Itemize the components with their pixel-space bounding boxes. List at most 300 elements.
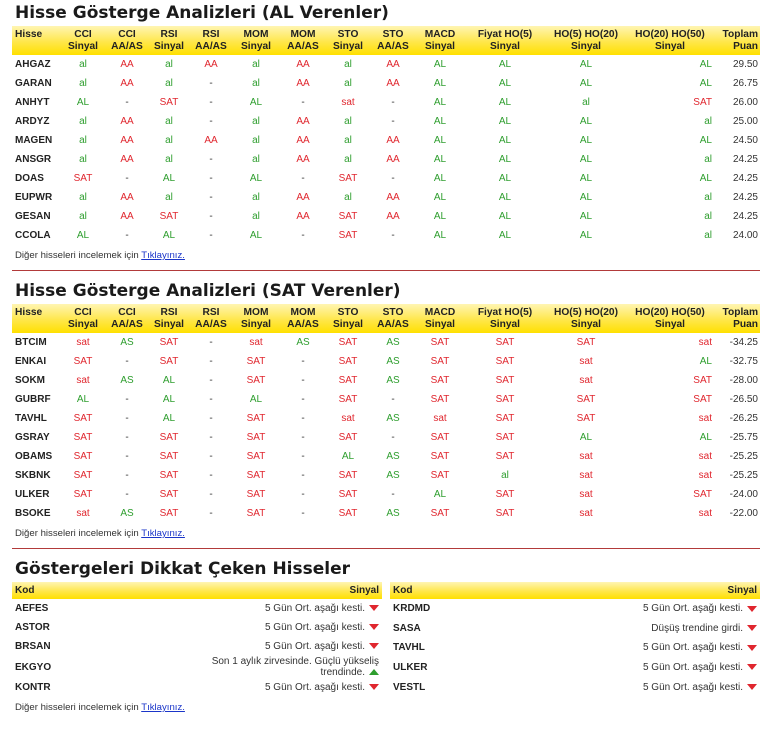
signal-cell: [575, 638, 760, 658]
signal-cell: AL: [76, 394, 90, 405]
table-row: [12, 55, 760, 74]
column-header: [370, 304, 416, 333]
dikkat-more-link[interactable]: Tıklayınız.: [141, 702, 185, 713]
header-signal: Sinyal: [727, 585, 757, 596]
column-header: [416, 26, 464, 55]
stock-code[interactable]: VESTL: [393, 681, 426, 693]
column-header-line: HO(20) HO(50): [635, 306, 705, 318]
signal-cell: SAT: [338, 356, 358, 367]
stock-code[interactable]: EUPWR: [15, 192, 53, 203]
table-row: [12, 428, 760, 447]
column-header-line: Toplam: [722, 306, 758, 318]
signal-cell: SAT: [693, 375, 712, 386]
signal-cell: al: [344, 59, 352, 70]
stock-code[interactable]: SOKM: [15, 375, 45, 386]
signal-cell: SAT: [495, 432, 515, 443]
signal-cell: SAT: [246, 489, 266, 500]
signal-cell: AS: [386, 508, 400, 519]
signal-cell: sat: [76, 508, 90, 519]
list-item: [390, 619, 760, 639]
signal-cell: -: [209, 394, 213, 405]
stock-code[interactable]: CCOLA: [15, 230, 51, 241]
signal-cell: AL: [162, 173, 176, 184]
signal-cell: SAT: [495, 394, 515, 405]
sat-table-body: [12, 333, 760, 523]
signal-cell: AL: [579, 135, 593, 146]
column-header-line: Fiyat HO(5): [477, 306, 533, 318]
signal-cell: al: [704, 230, 712, 241]
arrow-down-icon: [747, 645, 757, 651]
signal-cell: AS: [386, 451, 400, 462]
signal-cell: SAT: [430, 432, 450, 443]
total-score: 24.00: [732, 230, 758, 241]
table-row: [12, 74, 760, 93]
stock-code[interactable]: GESAN: [15, 211, 51, 222]
signal-cell: SAT: [495, 356, 515, 367]
signal-cell: SAT: [576, 337, 596, 348]
column-header-line: Puan: [733, 40, 758, 52]
column-header: [326, 304, 370, 333]
signal-cell: -: [301, 470, 305, 481]
signal-cell: AL: [498, 78, 512, 89]
stock-code[interactable]: ULKER: [15, 489, 50, 500]
stock-code[interactable]: ULKER: [393, 662, 428, 674]
column-header-line: MOM: [290, 306, 316, 318]
signal-cell: -: [209, 451, 213, 462]
table-row: [12, 466, 760, 485]
signal-cell: SAT: [495, 375, 515, 386]
column-header-line: RSI: [202, 28, 220, 40]
total-score: -22.00: [729, 508, 758, 519]
column-header-line: CCI: [74, 28, 92, 40]
signal-cell: SAT: [159, 489, 179, 500]
signal-cell: SAT: [73, 432, 93, 443]
column-header-line: Sinyal: [67, 318, 98, 330]
signal-cell: AL: [498, 192, 512, 203]
stock-code[interactable]: MAGEN: [15, 135, 53, 146]
table-row: [12, 371, 760, 390]
signal-cell: AA: [386, 135, 400, 146]
arrow-down-icon: [369, 643, 379, 649]
signal-cell: -: [209, 489, 213, 500]
column-header: [12, 26, 60, 55]
column-header: [714, 304, 760, 333]
signal-cell: al: [501, 470, 509, 481]
column-header: [106, 304, 148, 333]
al-table-header: [12, 26, 760, 55]
signal-cell: al: [252, 116, 260, 127]
stock-code[interactable]: OBAMS: [15, 451, 53, 462]
al-note-text: Diğer hisseleri incelemek için: [15, 250, 139, 261]
list-item: [12, 599, 382, 618]
signal-cell: SAT: [430, 356, 450, 367]
signal-cell: AA: [386, 59, 400, 70]
stock-code[interactable]: KRDMD: [393, 603, 431, 615]
signal-cell: AL: [433, 230, 447, 241]
signal-cell: [197, 678, 382, 697]
column-header: [464, 26, 546, 55]
stock-code[interactable]: ARDYZ: [15, 116, 50, 127]
signal-cell: SAT: [159, 470, 179, 481]
signal-cell: al: [704, 154, 712, 165]
column-header-line: Sinyal: [240, 318, 271, 330]
column-header: [12, 304, 60, 333]
signal-cell: -: [125, 173, 129, 184]
signal-cell: AL: [76, 230, 90, 241]
total-score: 24.50: [732, 135, 758, 146]
signal-cell: -: [391, 230, 395, 241]
signal-cell: AL: [433, 135, 447, 146]
signal-cell: SAT: [430, 375, 450, 386]
column-header-line: Sinyal: [654, 318, 685, 330]
signal-cell: [197, 656, 382, 678]
list-item: [390, 677, 760, 697]
column-header-line: Sinyal: [153, 40, 184, 52]
al-more-note: [12, 245, 760, 265]
column-header: [190, 26, 232, 55]
stock-code[interactable]: ENKAI: [15, 356, 47, 367]
signal-cell: SAT: [693, 489, 712, 500]
signal-cell: SAT: [73, 451, 93, 462]
signal-cell: AS: [296, 337, 310, 348]
header-signal: Sinyal: [349, 585, 379, 596]
list-item: [390, 638, 760, 658]
stock-code[interactable]: GUBRF: [15, 394, 51, 405]
stock-code[interactable]: TAVHL: [393, 642, 425, 654]
signal-cell: AA: [204, 59, 218, 70]
signal-cell: sat: [698, 413, 712, 424]
signal-cell: AL: [249, 97, 263, 108]
column-header-line: STO: [337, 306, 359, 318]
column-header: [416, 304, 464, 333]
signal-cell: -: [209, 337, 213, 348]
signal-cell: AL: [433, 97, 447, 108]
signal-cell: AL: [76, 97, 90, 108]
column-header-line: AA/AS: [111, 40, 143, 52]
total-score: 26.00: [732, 97, 758, 108]
signal-cell: AL: [433, 489, 447, 500]
signal-cell: SAT: [430, 451, 450, 462]
column-header-line: Toplam: [722, 28, 758, 40]
signal-cell: AS: [386, 470, 400, 481]
signal-cell: AA: [296, 116, 310, 127]
table-row: [12, 188, 760, 207]
signal-cell: sat: [249, 337, 263, 348]
stock-code[interactable]: GSRAY: [15, 432, 50, 443]
signal-cell: SAT: [159, 97, 179, 108]
stock-code[interactable]: BTCIM: [15, 337, 47, 348]
stock-code[interactable]: ANSGR: [15, 154, 52, 165]
column-header: [546, 26, 626, 55]
total-score: -32.75: [729, 356, 758, 367]
arrow-down-icon: [747, 684, 757, 690]
list-item: [12, 656, 382, 678]
signal-cell: SAT: [159, 508, 179, 519]
total-score: 25.00: [732, 116, 758, 127]
signal-cell: al: [252, 211, 260, 222]
table-row: [12, 447, 760, 466]
column-header-line: Sinyal: [570, 40, 601, 52]
signal-cell: SAT: [430, 470, 450, 481]
dikkat-table-right: [390, 582, 760, 697]
signal-cell: al: [252, 154, 260, 165]
signal-cell: AS: [386, 337, 400, 348]
column-header-line: MOM: [243, 28, 269, 40]
signal-cell: SAT: [495, 451, 515, 462]
column-header-line: Hisse: [15, 307, 43, 318]
signal-cell: SAT: [430, 337, 450, 348]
signal-cell: -: [301, 508, 305, 519]
signal-cell: al: [165, 135, 173, 146]
signal-cell: -: [301, 173, 305, 184]
signal-cell: AA: [386, 78, 400, 89]
signal-cell: -: [301, 451, 305, 462]
table-row: [12, 169, 760, 188]
signal-cell: -: [125, 432, 129, 443]
signal-cell: -: [209, 78, 213, 89]
column-header-line: HO(20) HO(50): [635, 28, 705, 40]
signal-cell: AL: [433, 154, 447, 165]
stock-code[interactable]: BSOKE: [15, 508, 51, 519]
signal-cell: SAT: [159, 337, 179, 348]
list-item: [390, 658, 760, 678]
signal-cell: AL: [579, 173, 593, 184]
stock-code[interactable]: ANHYT: [15, 97, 50, 108]
signal-cell: sat: [698, 451, 712, 462]
signal-cell: -: [209, 508, 213, 519]
table-row: [12, 226, 760, 245]
column-header-line: MOM: [243, 306, 269, 318]
signal-cell: -: [391, 116, 395, 127]
column-header: [190, 304, 232, 333]
dikkat-tables: [12, 582, 760, 697]
signal-cell: AL: [498, 97, 512, 108]
signal-cell: AL: [341, 451, 355, 462]
signal-cell: AL: [162, 394, 176, 405]
column-header-line: MACD: [424, 28, 456, 40]
signal-text: 5 Gün Ort. aşağı kesti.: [264, 622, 365, 633]
signal-cell: AL: [579, 116, 593, 127]
stock-code[interactable]: EKGYO: [15, 661, 52, 673]
column-header-line: AA/AS: [377, 40, 409, 52]
signal-cell: -: [125, 230, 129, 241]
list-item: [12, 618, 382, 637]
signal-cell: al: [344, 192, 352, 203]
column-header-line: Sinyal: [489, 318, 520, 330]
signal-cell: AL: [498, 211, 512, 222]
column-header-line: AA/AS: [287, 318, 319, 330]
column-header-line: AA/AS: [195, 40, 227, 52]
signal-cell: SAT: [430, 394, 450, 405]
signal-cell: AA: [296, 211, 310, 222]
dikkat-more-note: [12, 697, 760, 717]
signal-cell: al: [252, 78, 260, 89]
column-header-line: Sinyal: [654, 40, 685, 52]
signal-cell: AA: [296, 154, 310, 165]
column-header: [280, 26, 326, 55]
stock-code[interactable]: AEFES: [15, 603, 49, 614]
signal-cell: sat: [76, 337, 90, 348]
signal-cell: SAT: [338, 394, 358, 405]
signal-cell: SAT: [159, 211, 179, 222]
signal-cell: AA: [120, 135, 134, 146]
signal-cell: al: [704, 211, 712, 222]
signal-cell: al: [79, 211, 87, 222]
signal-cell: AA: [204, 135, 218, 146]
signal-cell: SAT: [246, 508, 266, 519]
signal-cell: sat: [579, 375, 593, 386]
signal-cell: AL: [249, 230, 263, 241]
total-score: -25.75: [729, 432, 758, 443]
stock-code[interactable]: SASA: [393, 622, 421, 634]
arrow-up-icon: [369, 669, 379, 675]
signal-cell: al: [79, 78, 87, 89]
column-header: [626, 26, 714, 55]
column-header-line: Sinyal: [570, 318, 601, 330]
signal-cell: AL: [162, 230, 176, 241]
signal-cell: AA: [296, 78, 310, 89]
column-header-line: STO: [337, 28, 359, 40]
signal-cell: sat: [76, 375, 90, 386]
signal-cell: al: [344, 154, 352, 165]
stock-code[interactable]: AHGAZ: [15, 59, 51, 70]
signal-cell: AA: [120, 59, 134, 70]
signal-cell: -: [391, 489, 395, 500]
signal-cell: -: [301, 375, 305, 386]
signal-cell: SAT: [495, 337, 515, 348]
signal-cell: al: [582, 97, 590, 108]
table-row: [12, 112, 760, 131]
signal-text: 5 Gün Ort. aşağı kesti.: [642, 642, 743, 654]
signal-cell: al: [79, 135, 87, 146]
total-score: 24.25: [732, 192, 758, 203]
signal-cell: -: [209, 154, 213, 165]
signal-cell: -: [125, 356, 129, 367]
column-header-line: AA/AS: [195, 318, 227, 330]
column-header: [280, 304, 326, 333]
signal-cell: -: [209, 470, 213, 481]
dikkat-table-left: [12, 582, 382, 697]
column-header-line: AA/AS: [377, 318, 409, 330]
signal-cell: AA: [386, 211, 400, 222]
signal-cell: SAT: [246, 375, 266, 386]
al-more-link[interactable]: Tıklayınız.: [141, 250, 185, 261]
signal-cell: AA: [120, 154, 134, 165]
column-header-line: CCI: [118, 28, 136, 40]
table-row: [12, 150, 760, 169]
stock-code[interactable]: ASTOR: [15, 622, 50, 633]
sat-more-link[interactable]: Tıklayınız.: [141, 528, 185, 539]
signal-text: 5 Gün Ort. aşağı kesti.: [642, 681, 743, 693]
signal-cell: AA: [386, 154, 400, 165]
column-header-line: Puan: [733, 318, 758, 330]
signal-cell: AL: [579, 432, 593, 443]
stock-code[interactable]: DOAS: [15, 173, 44, 184]
signal-cell: al: [165, 59, 173, 70]
column-header-line: Sinyal: [489, 40, 520, 52]
signal-cell: SAT: [246, 432, 266, 443]
signal-cell: -: [125, 470, 129, 481]
signal-cell: -: [209, 116, 213, 127]
column-header-line: HO(5) HO(20): [554, 306, 618, 318]
table-row: [12, 485, 760, 504]
column-header-line: Sinyal: [332, 318, 363, 330]
signal-cell: AL: [699, 356, 712, 367]
column-header-line: AA/AS: [111, 318, 143, 330]
signal-cell: -: [301, 97, 305, 108]
signal-cell: AL: [433, 78, 447, 89]
signal-cell: -: [209, 375, 213, 386]
list-item: [390, 599, 760, 619]
column-header: [714, 26, 760, 55]
signal-cell: AL: [699, 432, 712, 443]
signal-cell: SAT: [73, 356, 93, 367]
signal-cell: -: [209, 432, 213, 443]
sat-section-title: Hisse Gösterge Analizleri (SAT Verenler): [15, 281, 401, 301]
signal-cell: [197, 618, 382, 637]
signal-cell: SAT: [576, 413, 596, 424]
column-header-line: Hisse: [15, 29, 43, 40]
stock-code[interactable]: KONTR: [15, 682, 51, 693]
signal-cell: -: [391, 432, 395, 443]
signal-cell: SAT: [338, 173, 358, 184]
signal-cell: AA: [120, 116, 134, 127]
signal-cell: AL: [433, 173, 447, 184]
stock-code[interactable]: BRSAN: [15, 641, 51, 652]
signal-cell: sat: [579, 356, 593, 367]
signal-cell: AL: [249, 173, 263, 184]
signal-cell: SAT: [693, 97, 712, 108]
signal-text: 5 Gün Ort. aşağı kesti.: [264, 641, 365, 652]
signal-cell: SAT: [73, 413, 93, 424]
column-header: [232, 304, 280, 333]
signal-cell: al: [252, 192, 260, 203]
sat-table-header: [12, 304, 760, 333]
signal-cell: -: [209, 230, 213, 241]
signal-cell: sat: [579, 470, 593, 481]
signal-cell: AL: [162, 413, 176, 424]
signal-cell: AS: [120, 508, 134, 519]
signal-cell: sat: [698, 337, 712, 348]
total-score: 24.25: [732, 154, 758, 165]
table-row: [12, 93, 760, 112]
signal-cell: -: [125, 451, 129, 462]
signal-cell: -: [301, 413, 305, 424]
list-item: [12, 678, 382, 697]
signal-cell: SAT: [159, 356, 179, 367]
signal-cell: al: [79, 59, 87, 70]
section-divider: [12, 548, 760, 549]
signal-text: 5 Gün Ort. aşağı kesti.: [264, 603, 365, 614]
column-header: [148, 26, 190, 55]
signal-cell: sat: [341, 413, 355, 424]
signal-cell: sat: [433, 413, 447, 424]
signal-cell: SAT: [73, 173, 93, 184]
stock-code[interactable]: TAVHL: [15, 413, 47, 424]
stock-code[interactable]: GARAN: [15, 78, 52, 89]
signal-cell: -: [301, 432, 305, 443]
signal-cell: AA: [120, 211, 134, 222]
stock-code[interactable]: SKBNK: [15, 470, 51, 481]
table-row: [12, 131, 760, 150]
signal-cell: AL: [433, 211, 447, 222]
signal-cell: AA: [386, 192, 400, 203]
signal-text: 5 Gün Ort. aşağı kesti.: [642, 603, 743, 615]
signal-cell: -: [391, 173, 395, 184]
signal-cell: AL: [498, 230, 512, 241]
column-header-line: Sinyal: [153, 318, 184, 330]
signal-cell: sat: [698, 508, 712, 519]
